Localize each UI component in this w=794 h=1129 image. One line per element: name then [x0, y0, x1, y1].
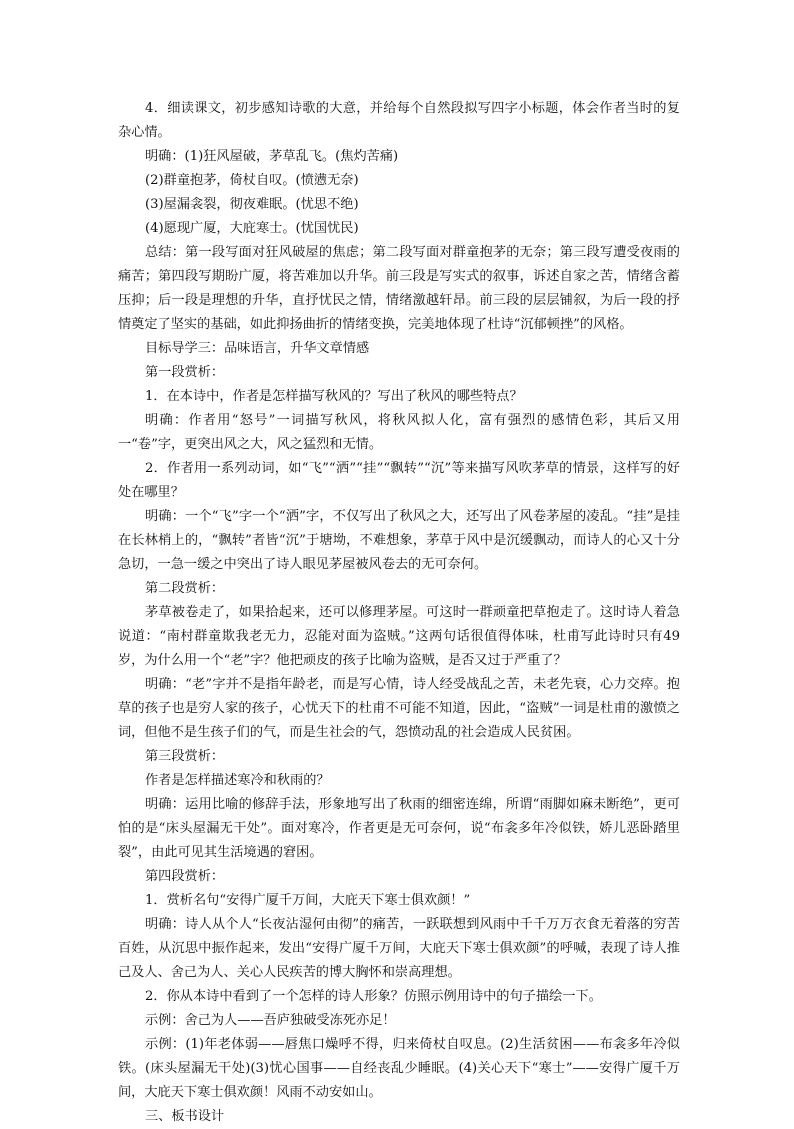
example-2: 示例：(1)年老体弱——唇焦口燥呼不得，归来倚杖自叹息。(2)生活贫困——布衾多年冷似铁。(床头屋漏无干处)(3)忧心国事——自经丧乱少睡眠。(4)关心天下“寒士”——安得广厦千万间，大庇天下寒士俱欢颜！风雨不动安如山。 — [118, 1037, 680, 1100]
summary-paragraph: 总结：第一段写面对狂风破屋的焦虑；第二段写面对群童抱茅的无奈；第三段写遭受夜雨的痛苦；第四段写期盼广厦，将苦难加以升华。前三段是写实式的叙事，诉述自家之苦，情绪含蓄压抑；后一段是理想的升华，直抒忧民之情，情绪激越轩昂。前三段的层层铺叙，为后一段的抒情奠定了坚实的基础，如此抑扬曲折的情绪变换，完美地体现了杜诗“沉郁顿挫”的风格。 — [118, 245, 680, 332]
section-3-answer: 明确：运用比喻的修辞手法，形象地写出了秋雨的细密连绵，所谓“雨脚如麻未断绝”，更可怕的是“床头屋漏无干处”。面对寒冷，作者更是无可奈何，说“布衾多年冷似铁，娇儿恶卧踏里裂”，由此可见其生活境遇的窘困。 — [118, 797, 680, 860]
section-2-heading: 第二段赏析： — [145, 581, 225, 596]
answer-line-4: (4)愿现广厦，大庇寒士。(忧国忧民) — [145, 221, 359, 236]
answer-line-1: 明确：(1)狂风屋破，茅草乱飞。(焦灼苦痛) — [145, 149, 399, 164]
example-1: 示例：舍己为人——吾庐独破受冻死亦足！ — [145, 1013, 396, 1028]
section-1-question-2: 2．作者用一系列动词，如“飞”“洒”“挂”“飘转”“沉”等来描写风吹茅草的情景，这样写的好处在哪里？ — [118, 461, 680, 500]
section-4-question-2: 2．你从本诗中看到了一个怎样的诗人形象？仿照示例用诗中的句子描绘一下。 — [145, 989, 602, 1004]
section-1-question-1: 1．在本诗中，作者是怎样描写秋风的？写出了秋风的哪些特点？ — [145, 389, 523, 404]
goal-heading-3: 目标导学三：品味语言，升华文章情感 — [145, 341, 370, 356]
section-3-heading: 第三段赏析： — [145, 749, 225, 764]
section-2-answer: 明确：“老”字并不是指年龄老，而是写心情，诗人经受战乱之苦，未老先衰，心力交瘁。抱草的孩子也是穷人家的孩子，心忧天下的杜甫不可能不知道，因此，“盗贼”一词是杜甫的激愤之词，但他不是生孩子们的气，而是生社会的气，怨愤动乱的社会造成人民贫困。 — [118, 677, 680, 740]
section-4-question-1: 1．赏析名句“安得广厦千万间，大庇天下寒士俱欢颜！” — [145, 893, 471, 908]
answer-line-2: (2)群童抱茅，倚杖自叹。(愤懑无奈) — [145, 173, 359, 188]
answer-line-3: (3)屋漏衾裂，彻夜难眠。(忧思不绝) — [145, 197, 359, 212]
objective-4-question: 4．细读课文，初步感知诗歌的大意，并给每个自然段拟写四字小标题，体会作者当时的复杂心情。 — [118, 101, 680, 140]
board-design-heading: 三、板书设计 — [145, 1109, 225, 1124]
section-1-heading: 第一段赏析： — [145, 365, 225, 380]
document-page — [118, 97, 680, 1129]
section-3-question: 作者是怎样描述寒冷和秋雨的？ — [145, 773, 330, 788]
section-4-answer-1: 明确：诗人从个人“长夜沾湿何由彻”的痛苦，一跃联想到风雨中千千万万衣食无着落的穷苦百姓，从沉思中振作起来，发出“安得广厦千万间，大庇天下寒士俱欢颜”的呼喊，表现了诗人推己及人、舍己为人、关心人民疾苦的博大胸怀和崇高理想。 — [118, 917, 680, 980]
section-1-answer-1: 明确：作者用“怒号”一词描写秋风，将秋风拟人化，富有强烈的感情色彩，其后又用一“卷”字，更突出风之大，风之猛烈和无情。 — [118, 413, 680, 452]
section-1-answer-2: 明确：一个“飞”字一个“洒”字，不仅写出了秋风之大，还写出了风卷茅屋的凌乱。“挂”是挂在长林梢上的，“飘转”者皆“沉”于塘坳，不难想象，茅草于风中是沉缓飘动，而诗人的心又十分急切，一急一缓之中突出了诗人眼见茅屋被风卷去的无可奈何。 — [118, 509, 680, 572]
section-2-question: 茅草被卷走了，如果拾起来，还可以修理茅屋。可这时一群顽童把草抱走了。这时诗人着急说道：“南村群童欺我老无力，忍能对面为盗贼。”这两句话很值得体味，杜甫写此诗时只有49岁，为什么用一个“老”字？他把顽皮的孩子比喻为盗贼，是否又过于严重了？ — [118, 605, 680, 668]
section-4-heading: 第四段赏析： — [145, 869, 225, 884]
